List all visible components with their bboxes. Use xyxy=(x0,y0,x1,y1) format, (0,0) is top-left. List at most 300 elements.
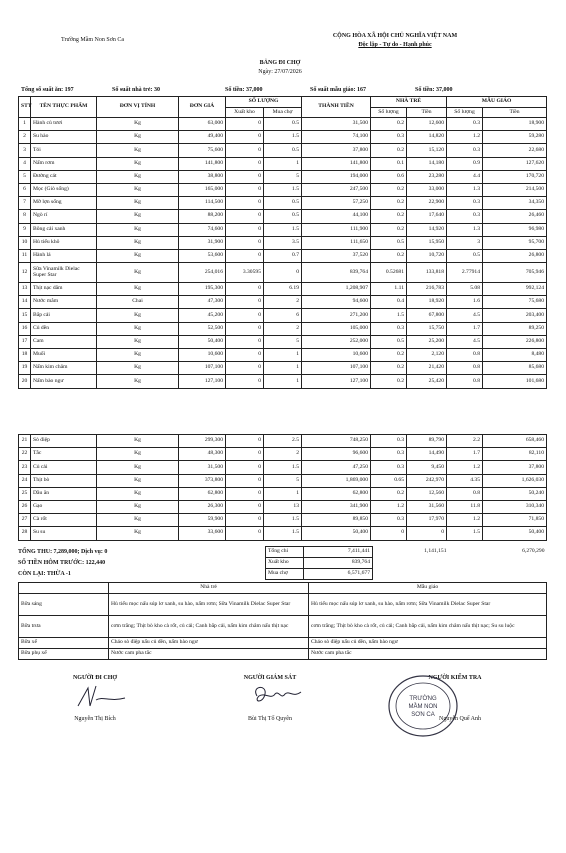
row-qty-out: 0 xyxy=(226,435,264,448)
row-nt-sl: 0.2 xyxy=(371,223,407,236)
table-row xyxy=(19,487,547,500)
row-name: Nấm bào ngư xyxy=(31,375,97,388)
row-qty-buy: 1 xyxy=(264,375,302,388)
totals-table xyxy=(265,546,547,580)
row-mg-sl: 1.5 xyxy=(447,527,483,540)
menu-mg: Cháo sò điệp nấu củ dền, nấm bào ngư xyxy=(309,638,547,649)
row-nt-sl: 0.3 xyxy=(371,514,407,527)
row-mg-tien: 101,680 xyxy=(483,375,547,388)
row-nt-sl: 0.2 xyxy=(371,197,407,210)
row-mg-sl: 1.6 xyxy=(447,296,483,309)
row-name: Hành củ tươi xyxy=(31,118,97,131)
table-row xyxy=(19,335,547,348)
row-qty-out: 0 xyxy=(226,131,264,144)
row-total: 31,500 xyxy=(302,118,371,131)
row-nt-tien: 14,490 xyxy=(407,448,447,461)
row-stt: 1 xyxy=(19,118,31,131)
row-nt-tien: 9,450 xyxy=(407,461,447,474)
row-stt: 4 xyxy=(19,157,31,170)
row-nt-tien: 67,800 xyxy=(407,309,447,322)
row-name: Cà rốt xyxy=(31,514,97,527)
col-price: ĐƠN GIÁ xyxy=(179,97,226,118)
row-mg-sl: 3 xyxy=(447,236,483,249)
row-qty-out: 0 xyxy=(226,375,264,388)
row-nt-tien: 216,783 xyxy=(407,283,447,296)
row-qty-out: 3.30595 xyxy=(226,263,264,283)
table-row xyxy=(19,157,547,170)
row-nt-sl: 0.2 xyxy=(371,375,407,388)
row-nt-sl: 1.2 xyxy=(371,500,407,513)
row-price: 26,300 xyxy=(179,500,226,513)
row-mg-sl: 0.8 xyxy=(447,375,483,388)
row-stt: 24 xyxy=(19,474,31,487)
row-nt-sl: 1.5 xyxy=(371,309,407,322)
table-row xyxy=(19,183,547,196)
nt-total: 1,141,151 xyxy=(424,548,447,555)
row-mg-sl: 0.8 xyxy=(447,362,483,375)
row-nt-tien: 33,000 xyxy=(407,183,447,196)
row-name: Hành lá xyxy=(31,249,97,262)
row-mg-tien: 8,480 xyxy=(483,349,547,362)
row-stt: 3 xyxy=(19,144,31,157)
row-price: 63,000 xyxy=(179,118,226,131)
row-unit: Kg xyxy=(97,500,179,513)
row-qty-out: 0 xyxy=(226,197,264,210)
row-qty-out: 0 xyxy=(226,183,264,196)
row-total: 271,200 xyxy=(302,309,371,322)
menu-label: Bữa trưa xyxy=(19,616,109,638)
col-nt: NHÀ TRẺ xyxy=(371,97,447,108)
row-stt: 22 xyxy=(19,448,31,461)
row-unit: Kg xyxy=(97,263,179,283)
row-stt: 21 xyxy=(19,435,31,448)
row-unit: Kg xyxy=(97,144,179,157)
row-qty-out: 0 xyxy=(226,487,264,500)
row-total: 341,900 xyxy=(302,500,371,513)
row-qty-buy: 1 xyxy=(264,157,302,170)
shopping-table-2 xyxy=(18,434,547,541)
xuat-kho-value: 839,764 xyxy=(304,558,373,569)
row-nt-sl: 0.4 xyxy=(371,296,407,309)
row-total: 37,520 xyxy=(302,249,371,262)
row-name: Đường cát xyxy=(31,170,97,183)
row-price: 45,200 xyxy=(179,309,226,322)
row-total: 105,000 xyxy=(302,322,371,335)
menu-label: Bữa phụ xế xyxy=(19,649,109,660)
col-mg: MẪU GIÁO xyxy=(447,97,547,108)
row-mg-tien: 658,460 xyxy=(483,435,547,448)
row-qty-out: 0 xyxy=(226,322,264,335)
table-row xyxy=(19,170,547,183)
row-unit: Kg xyxy=(97,375,179,388)
row-nt-sl: 0.1 xyxy=(371,157,407,170)
col-name: TÊN THỰC PHẨM xyxy=(31,97,97,118)
row-qty-buy: 0.5 xyxy=(264,118,302,131)
row-price: 254,016 xyxy=(179,263,226,283)
row-mg-tien: 170,720 xyxy=(483,170,547,183)
row-unit: Kg xyxy=(97,527,179,540)
row-mg-tien: 1,626,030 xyxy=(483,474,547,487)
row-qty-out: 0 xyxy=(226,118,264,131)
menu-mg: Nước cam pha tắc xyxy=(309,649,547,660)
row-price: 49,400 xyxy=(179,131,226,144)
row-qty-out: 0 xyxy=(226,144,264,157)
row-name: Hủ tiếu khô xyxy=(31,236,97,249)
motto: Độc lập - Tự do - Hạnh phúc xyxy=(358,42,432,48)
row-mg-tien: 310,340 xyxy=(483,500,547,513)
table-row xyxy=(19,375,547,388)
row-nt-sl: 0.2 xyxy=(371,249,407,262)
table-row xyxy=(19,309,547,322)
row-nt-tien: 25,420 xyxy=(407,375,447,388)
row-unit: Kg xyxy=(97,362,179,375)
row-mg-tien: 705,946 xyxy=(483,263,547,283)
row-qty-buy: 2 xyxy=(264,296,302,309)
row-nt-tien: 0 xyxy=(407,527,447,540)
row-qty-buy: 5 xyxy=(264,170,302,183)
row-qty-out: 0 xyxy=(226,170,264,183)
row-name: Nấm rơm xyxy=(31,157,97,170)
xuat-kho-label: Xuất kho xyxy=(266,558,304,569)
table-row xyxy=(19,474,547,487)
previous-balance: SỐ TIỀN HÔM TRƯỚC: 122,440 xyxy=(18,560,106,566)
row-qty-out: 0 xyxy=(226,349,264,362)
row-total: 94,600 xyxy=(302,296,371,309)
row-unit: Kg xyxy=(97,197,179,210)
row-qty-out: 0 xyxy=(226,448,264,461)
row-mg-tien: 203,400 xyxy=(483,309,547,322)
row-name: Củ dền xyxy=(31,322,97,335)
row-mg-sl: 0.3 xyxy=(447,144,483,157)
row-total: 57,250 xyxy=(302,197,371,210)
svg-text:SƠN CA: SƠN CA xyxy=(411,712,435,718)
row-unit: Kg xyxy=(97,474,179,487)
row-stt: 23 xyxy=(19,461,31,474)
menu-mg-header: Mẫu giáo xyxy=(309,583,547,594)
row-mg-sl: 1.7 xyxy=(447,322,483,335)
row-total: 1,208,907 xyxy=(302,283,371,296)
col-nt-tien: Tiền xyxy=(407,108,447,118)
row-qty-buy: 1.5 xyxy=(264,131,302,144)
col-nt-sl: Số lượng xyxy=(371,108,407,118)
row-price: 88,200 xyxy=(179,210,226,223)
row-price: 38,800 xyxy=(179,170,226,183)
row-qty-buy: 1.5 xyxy=(264,514,302,527)
row-nt-tien: 133,818 xyxy=(407,263,447,283)
row-qty-buy: 2 xyxy=(264,448,302,461)
row-price: 127,100 xyxy=(179,375,226,388)
row-price: 75,600 xyxy=(179,144,226,157)
row-mg-sl: 4.4 xyxy=(447,170,483,183)
table-row xyxy=(19,514,547,527)
col-stt: STT xyxy=(19,97,31,118)
tong-chi-label: Tổng chi xyxy=(266,547,304,558)
row-qty-out: 0 xyxy=(226,527,264,540)
mg-total: 6,270,290 xyxy=(522,548,545,555)
table-row xyxy=(19,362,547,375)
row-stt: 27 xyxy=(19,514,31,527)
row-nt-tien: 242,970 xyxy=(407,474,447,487)
row-unit: Kg xyxy=(97,183,179,196)
row-mg-sl: 0.8 xyxy=(447,487,483,500)
row-nt-tien: 12,560 xyxy=(407,487,447,500)
supervisor-name: Bùi Thị Tố Quyên xyxy=(248,716,292,722)
row-qty-buy: 1.5 xyxy=(264,183,302,196)
row-mg-sl: 0.3 xyxy=(447,197,483,210)
row-unit: Kg xyxy=(97,157,179,170)
table-row xyxy=(19,249,547,262)
inspector-title: NGƯỜI KIỂM TRA xyxy=(428,675,482,681)
row-nt-tien: 18,920 xyxy=(407,296,447,309)
row-nt-sl: 0.3 xyxy=(371,448,407,461)
tong-chi-value: 7,411,441 xyxy=(304,547,373,558)
row-price: 373,800 xyxy=(179,474,226,487)
row-price: 114,500 xyxy=(179,197,226,210)
row-total: 47,250 xyxy=(302,461,371,474)
table-row xyxy=(19,118,547,131)
row-nt-tien: 14,180 xyxy=(407,157,447,170)
row-unit: Kg xyxy=(97,322,179,335)
row-price: 50,400 xyxy=(179,335,226,348)
row-unit: Kg xyxy=(97,448,179,461)
row-nt-tien: 10,720 xyxy=(407,249,447,262)
table-row xyxy=(19,131,547,144)
row-mg-sl: 1.3 xyxy=(447,223,483,236)
row-qty-out: 0 xyxy=(226,461,264,474)
row-mg-sl: 1.3 xyxy=(447,183,483,196)
row-stt: 12 xyxy=(19,263,31,283)
row-mg-sl: 0.3 xyxy=(447,210,483,223)
row-qty-buy: 5 xyxy=(264,474,302,487)
mg-meals: Số suất mẫu giáo: 167 xyxy=(310,87,367,93)
row-qty-buy: 2 xyxy=(264,322,302,335)
row-qty-buy: 6 xyxy=(264,309,302,322)
table-row xyxy=(19,527,547,540)
row-price: 47,300 xyxy=(179,296,226,309)
row-qty-out: 0 xyxy=(226,210,264,223)
table-row xyxy=(19,223,547,236)
buyer-title: NGƯỜI ĐI CHỢ xyxy=(72,675,118,681)
row-total: 839,764 xyxy=(302,263,371,283)
row-total: 111,900 xyxy=(302,223,371,236)
row-nt-tien: 14,920 xyxy=(407,223,447,236)
table-row xyxy=(19,197,547,210)
row-qty-out: 0 xyxy=(226,157,264,170)
table-row xyxy=(19,210,547,223)
mua-cho-label: Mua chợ xyxy=(266,569,304,580)
row-qty-out: 0 xyxy=(226,500,264,513)
row-mg-sl: 1.2 xyxy=(447,514,483,527)
row-nt-sl: 0.2 xyxy=(371,144,407,157)
row-mg-tien: 26,460 xyxy=(483,210,547,223)
row-name: Mỡ lợn sống xyxy=(31,197,97,210)
row-stt: 8 xyxy=(19,210,31,223)
row-nt-sl: 0.2 xyxy=(371,118,407,131)
row-total: 37,800 xyxy=(302,144,371,157)
row-mg-sl: 2.2 xyxy=(447,435,483,448)
row-mg-tien: 37,800 xyxy=(483,461,547,474)
table-row xyxy=(19,263,547,283)
row-stt: 11 xyxy=(19,249,31,262)
row-stt: 20 xyxy=(19,375,31,388)
col-mg-tien: Tiền xyxy=(483,108,547,118)
row-qty-buy: 5 xyxy=(264,335,302,348)
menu-nt: cơm trắng; Thịt bò kho cà rốt, củ cải; Canh bắp cải, nấm kim châm nấu thịt nạc xyxy=(109,616,309,638)
row-unit: Kg xyxy=(97,249,179,262)
row-price: 33,600 xyxy=(179,527,226,540)
row-stt: 13 xyxy=(19,283,31,296)
row-unit: Kg xyxy=(97,435,179,448)
row-unit: Kg xyxy=(97,309,179,322)
row-name: Gạo xyxy=(31,500,97,513)
page-title: BẢNG ĐI CHỢ xyxy=(259,60,301,66)
row-price: 62,800 xyxy=(179,487,226,500)
row-nt-tien: 12,600 xyxy=(407,118,447,131)
row-price: 31,900 xyxy=(179,236,226,249)
row-mg-tien: 226,800 xyxy=(483,335,547,348)
row-price: 141,800 xyxy=(179,157,226,170)
menu-label: Bữa sáng xyxy=(19,594,109,616)
row-stt: 15 xyxy=(19,309,31,322)
buyer-signature xyxy=(70,682,130,712)
row-mg-sl: 0.5 xyxy=(447,249,483,262)
row-stt: 6 xyxy=(19,183,31,196)
row-name: Bông cải xanh xyxy=(31,223,97,236)
row-stt: 25 xyxy=(19,487,31,500)
svg-text:TRƯỜNG: TRƯỜNG xyxy=(409,696,437,702)
row-total: 96,600 xyxy=(302,448,371,461)
menu-table xyxy=(18,582,547,660)
row-nt-tien: 31,560 xyxy=(407,500,447,513)
row-name: Thịt nạc dăm xyxy=(31,283,97,296)
row-mg-sl: 1.2 xyxy=(447,131,483,144)
row-unit: Kg xyxy=(97,335,179,348)
row-mg-tien: 34,350 xyxy=(483,197,547,210)
row-qty-out: 0 xyxy=(226,362,264,375)
row-mg-tien: 50,240 xyxy=(483,487,547,500)
row-nt-sl: 0.6 xyxy=(371,170,407,183)
row-qty-out: 0 xyxy=(226,514,264,527)
school-stamp xyxy=(383,672,463,742)
row-name: Thịt bò xyxy=(31,474,97,487)
row-mg-sl: 1.7 xyxy=(447,448,483,461)
table-row xyxy=(19,236,547,249)
col-unit: ĐƠN VỊ TÍNH xyxy=(97,97,179,118)
row-nt-tien: 23,280 xyxy=(407,170,447,183)
table-row xyxy=(19,500,547,513)
row-nt-tien: 21,420 xyxy=(407,362,447,375)
row-name: Muối xyxy=(31,349,97,362)
row-mg-tien: 71,850 xyxy=(483,514,547,527)
row-nt-sl: 0.2 xyxy=(371,349,407,362)
row-total: 44,100 xyxy=(302,210,371,223)
col-qty: SỐ LƯỢNG xyxy=(226,97,302,108)
row-stt: 18 xyxy=(19,349,31,362)
row-name: Sò điệp xyxy=(31,435,97,448)
country-title: CỘNG HÒA XÃ HỘI CHỦ NGHĨA VIỆT NAM xyxy=(332,33,458,39)
row-name: Nấm kim châm xyxy=(31,362,97,375)
row-name: Mọc (Giò sống) xyxy=(31,183,97,196)
row-mg-sl: 4.5 xyxy=(447,335,483,348)
row-total: 748,250 xyxy=(302,435,371,448)
table-row xyxy=(19,283,547,296)
row-mg-tien: 127,620 xyxy=(483,157,547,170)
row-total: 127,100 xyxy=(302,375,371,388)
row-qty-out: 0 xyxy=(226,296,264,309)
row-mg-tien: 89,250 xyxy=(483,322,547,335)
menu-nt-header: Nhà trẻ xyxy=(109,583,309,594)
buyer-name: Nguyễn Thị Bích xyxy=(74,716,116,722)
row-nt-tien: 15,950 xyxy=(407,236,447,249)
row-qty-buy: 0.5 xyxy=(264,144,302,157)
table-row xyxy=(19,296,547,309)
row-total: 194,000 xyxy=(302,170,371,183)
row-nt-tien: 25,200 xyxy=(407,335,447,348)
row-mg-tien: 82,110 xyxy=(483,448,547,461)
row-total: 111,650 xyxy=(302,236,371,249)
row-stt: 9 xyxy=(19,223,31,236)
row-qty-buy: 0.7 xyxy=(264,249,302,262)
row-qty-buy: 0 xyxy=(264,263,302,283)
row-qty-out: 0 xyxy=(226,309,264,322)
row-nt-tien: 15,120 xyxy=(407,144,447,157)
row-nt-sl: 0 xyxy=(371,527,407,540)
row-nt-sl: 0.65 xyxy=(371,474,407,487)
row-qty-buy: 0.5 xyxy=(264,197,302,210)
menu-mg: cơm trắng; Thịt bò kho cà rốt, củ cải; Canh bắp cải, nấm kim châm nấu thịt nạc; Su su luộc xyxy=(309,616,547,638)
row-mg-tien: 992,124 xyxy=(483,283,547,296)
nt-meals: Số suất nhà trẻ: 30 xyxy=(112,87,161,93)
row-stt: 26 xyxy=(19,500,31,513)
table-row xyxy=(19,144,547,157)
row-price: 52,500 xyxy=(179,322,226,335)
row-nt-sl: 0.2 xyxy=(371,487,407,500)
row-name: Ngò rí xyxy=(31,210,97,223)
row-price: 10,600 xyxy=(179,349,226,362)
row-nt-tien: 22,900 xyxy=(407,197,447,210)
row-total: 107,100 xyxy=(302,362,371,375)
row-price: 165,000 xyxy=(179,183,226,196)
row-name: Nước mắm xyxy=(31,296,97,309)
row-nt-tien: 17,640 xyxy=(407,210,447,223)
row-total: 62,800 xyxy=(302,487,371,500)
report-date: Ngày: 27/07/2026 xyxy=(258,69,302,75)
row-stt: 5 xyxy=(19,170,31,183)
row-stt: 2 xyxy=(19,131,31,144)
table-body xyxy=(19,97,547,389)
inspector-name: Nguyễn Quế Anh xyxy=(439,716,481,722)
row-total: 1,869,000 xyxy=(302,474,371,487)
row-price: 195,300 xyxy=(179,283,226,296)
row-name: Tắc xyxy=(31,448,97,461)
row-qty-buy: 1.5 xyxy=(264,527,302,540)
row-nt-sl: 0.2 xyxy=(371,362,407,375)
row-name: Tỏi xyxy=(31,144,97,157)
row-qty-buy: 6.19 xyxy=(264,283,302,296)
row-qty-buy: 1 xyxy=(264,349,302,362)
menu-nt: Nước cam pha tắc xyxy=(109,649,309,660)
row-name: Su hào xyxy=(31,131,97,144)
row-price: 299,300 xyxy=(179,435,226,448)
table-row xyxy=(19,322,547,335)
row-mg-sl: 4.5 xyxy=(447,309,483,322)
row-nt-sl: 0.3 xyxy=(371,435,407,448)
supervisor-title: NGƯỜI GIÁM SÁT xyxy=(243,675,297,681)
row-mg-tien: 75,680 xyxy=(483,296,547,309)
table-row xyxy=(19,349,547,362)
row-mg-tien: 26,800 xyxy=(483,249,547,262)
shopping-table xyxy=(18,96,547,389)
